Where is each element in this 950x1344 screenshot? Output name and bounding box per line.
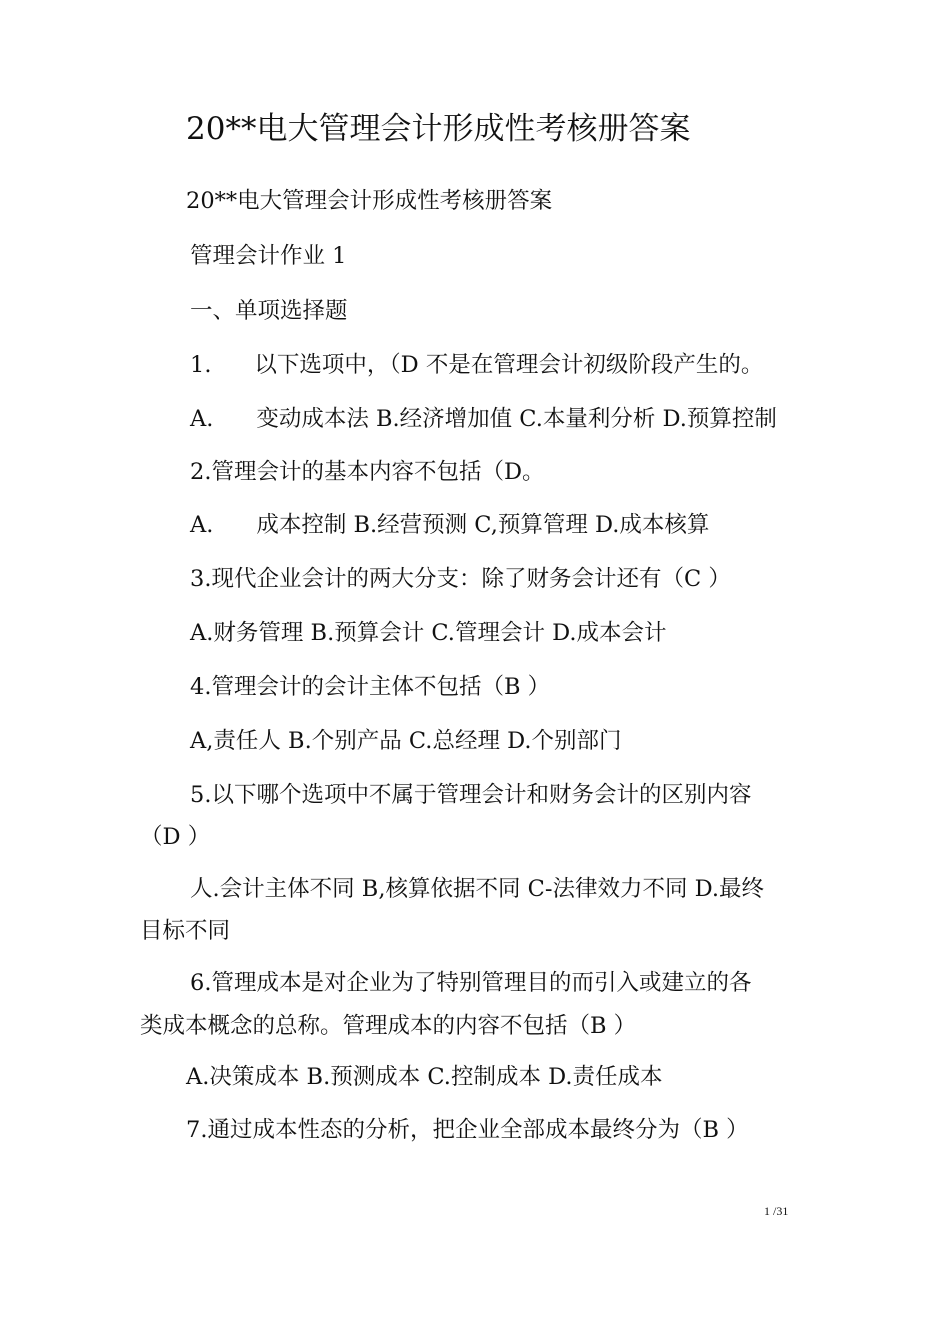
- page-number: 1 /31: [764, 1204, 789, 1218]
- subsection-heading: 一、单项选择题: [190, 298, 348, 324]
- question-5: 5.以下哪个选项中不属于管理会计和财务会计的区别内容: [190, 782, 752, 808]
- subtitle-line: 20**电大管理会计形成性考核册答案: [186, 188, 553, 214]
- options-2: A. 成本控制 B.经营预测 C,预算管理 D.成本核算: [190, 512, 710, 538]
- options-3: A.财务管理 B.预算会计 C.管理会计 D.成本会计: [190, 620, 667, 646]
- question-7: 7.通过成本性态的分析，把企业全部成本最终分为（B ）: [186, 1117, 749, 1143]
- question-2: 2.管理会计的基本内容不包括（D。: [190, 459, 545, 485]
- question-3: 3.现代企业会计的两大分支：除了财务会计还有（C ）: [190, 566, 731, 592]
- question-6-continued: 类成本概念的总称。管理成本的内容不包括（B ）: [140, 1013, 637, 1039]
- document-title: 20**电大管理会计形成性考核册答案: [186, 111, 691, 147]
- options-5: 人.会计主体不同 B,核算依据不同 C-法律效力不同 D.最终: [190, 876, 765, 902]
- options-6: A.决策成本 B.预测成本 C.控制成本 D.责任成本: [186, 1064, 663, 1090]
- options-5-continued: 目标不同: [140, 918, 231, 944]
- question-5-continued: （D ）: [140, 824, 211, 850]
- options-1: A. 变动成本法 B.经济增加值 C.本量利分析 D.预算控制: [190, 406, 777, 432]
- question-1: 1. 以下选项中，（D 不是在管理会计初级阶段产生的。: [190, 352, 764, 378]
- section-heading: 管理会计作业 1: [190, 243, 347, 269]
- question-6: 6.管理成本是对企业为了特别管理目的而引入或建立的各: [190, 970, 752, 996]
- question-4: 4.管理会计的会计主体不包括（B ）: [190, 674, 551, 700]
- options-4: A,责任人 B.个别产品 C.总经理 D.个别部门: [190, 728, 622, 754]
